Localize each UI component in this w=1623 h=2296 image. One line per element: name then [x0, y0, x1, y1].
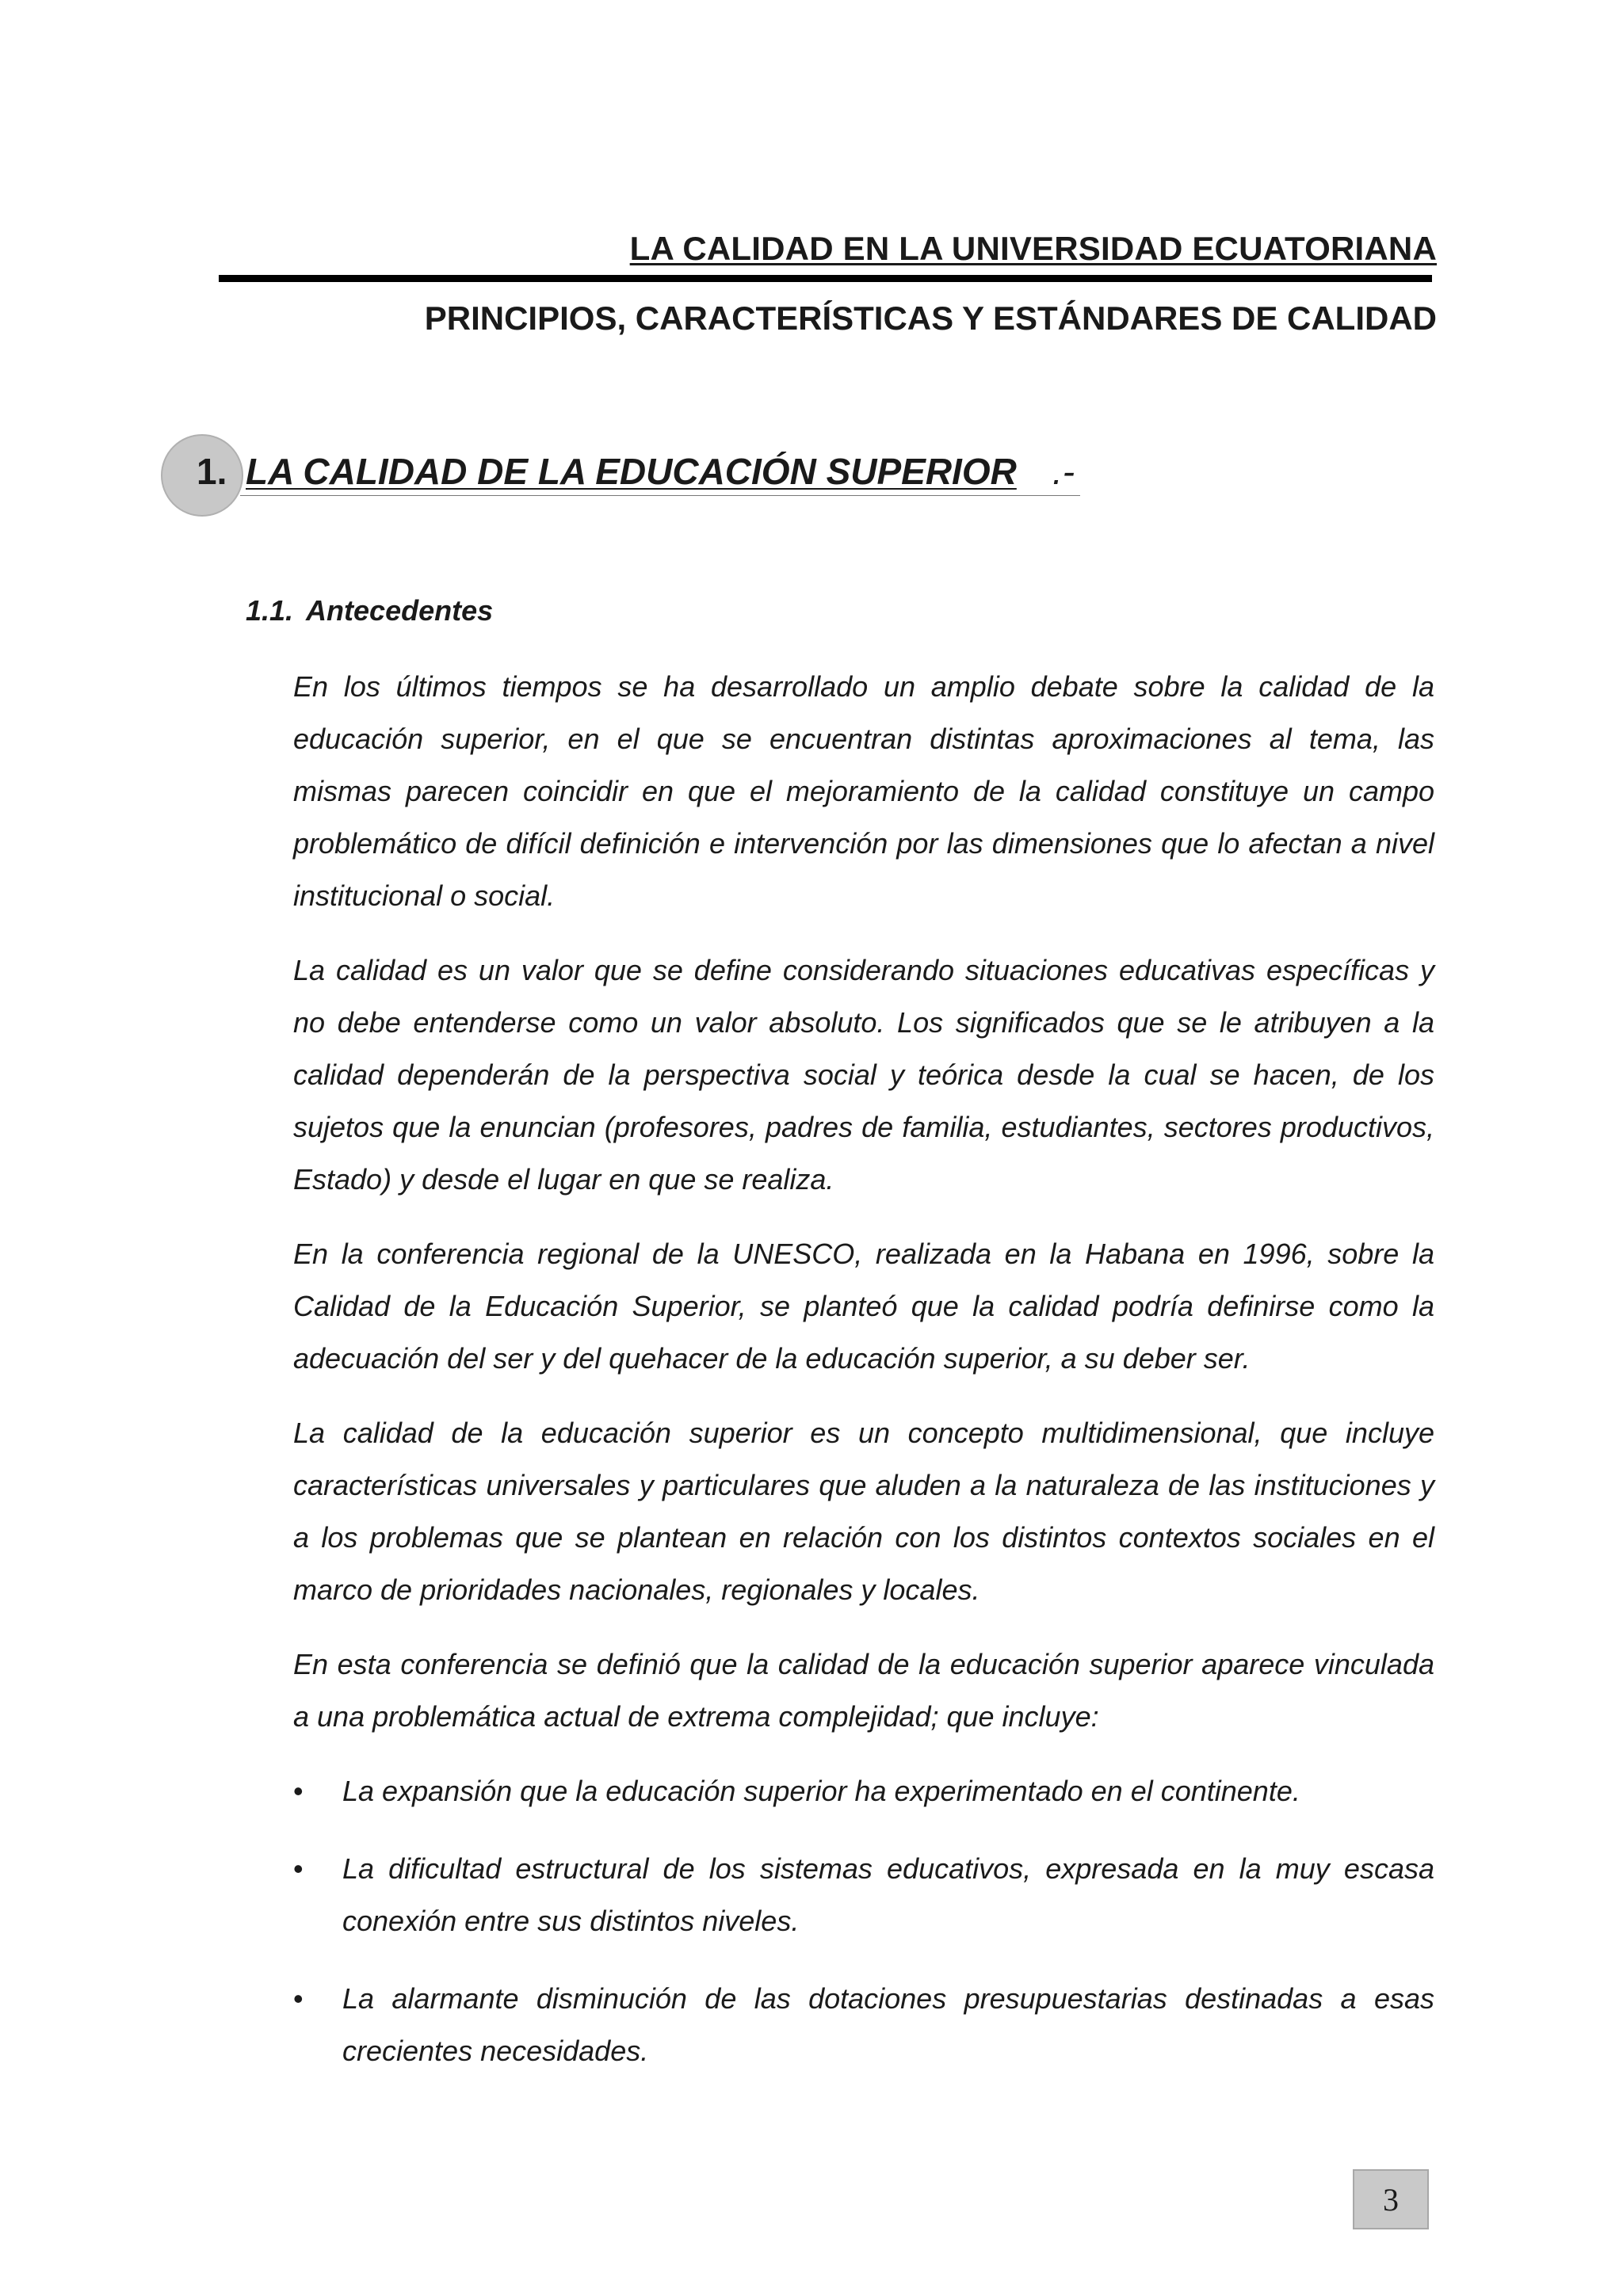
section-title: LA CALIDAD DE LA EDUCACIÓN SUPERIOR — [246, 451, 1017, 492]
body-text — [293, 661, 1434, 2103]
paragraph: En los últimos tiempos se ha desarrollado un amplio debate sobre la calidad de la educación superior, en el que se encuentran distintas aproximaciones al tema, las mismas parecen coincidir en que el mejoramiento de la calidad constituye un campo problemático de difícil definición e intervención por las dimensiones que lo afectan a nivel institucional o social. — [293, 670, 1434, 912]
page-number: 3 — [1353, 2169, 1429, 2229]
list-item — [293, 1973, 1434, 2077]
paragraph: La calidad de la educación superior es un concepto multidimensional, que incluye características universales y particulares que aluden a la naturaleza de las instituciones y a los problemas que se plantean en relación con los distintos contextos sociales en el marco de prioridades nacionales, regionales y locales. — [293, 1417, 1434, 1606]
header-divider — [219, 275, 1432, 282]
document-title: LA CALIDAD EN LA UNIVERSIDAD ECUATORIANA — [629, 230, 1437, 267]
section-underline — [240, 495, 1080, 496]
section-title-suffix: .- — [1052, 451, 1075, 492]
list-item-text: La dificultad estructural de los sistemas educativos, expresada en la muy escasa conexión entre sus distintos niveles. — [342, 1852, 1434, 1937]
bullet-icon: • — [293, 1982, 304, 2015]
list-item-text: La expansión que la educación superior ha experimentado en el continente. — [342, 1775, 1300, 1807]
section-number: 1. — [197, 451, 227, 492]
paragraph: La calidad es un valor que se define considerando situaciones educativas específicas y no debe entenderse como un valor absoluto. Los significados que se le atribuyen a la calidad dependerán de la perspectiva social y teórica desde la cual se hacen, de los sujetos que la enuncian (profesores, padres de familia, estudiantes, sectores productivos, Estado) y desde el lugar en que se realiza. — [293, 954, 1434, 1196]
list-item — [293, 1765, 1434, 1817]
bullet-list — [293, 1765, 1434, 2077]
paragraph: En la conferencia regional de la UNESCO, realizada en la Habana en 1996, sobre la Calidad de la Educación Superior, se planteó que la calidad podría definirse como la adecuación del ser y del quehacer de la educación superior, a su deber ser. — [293, 1238, 1434, 1375]
bullet-icon: • — [293, 1852, 304, 1885]
list-item — [293, 1843, 1434, 1947]
subsection-heading — [246, 594, 493, 627]
subsection-number: 1.1. — [246, 594, 294, 627]
subsection-title: Antecedentes — [306, 594, 494, 627]
document-subtitle: PRINCIPIOS, CARACTERÍSTICAS Y ESTÁNDARES DE CALIDAD — [424, 299, 1437, 337]
bullet-icon: • — [293, 1775, 304, 1807]
list-item-text: La alarmante disminución de las dotaciones presupuestarias destinadas a esas crecientes necesidades. — [342, 1982, 1434, 2067]
paragraph: En esta conferencia se definió que la calidad de la educación superior aparece vinculada a una problemática actual de extrema complejidad; que incluye: — [293, 1648, 1434, 1733]
